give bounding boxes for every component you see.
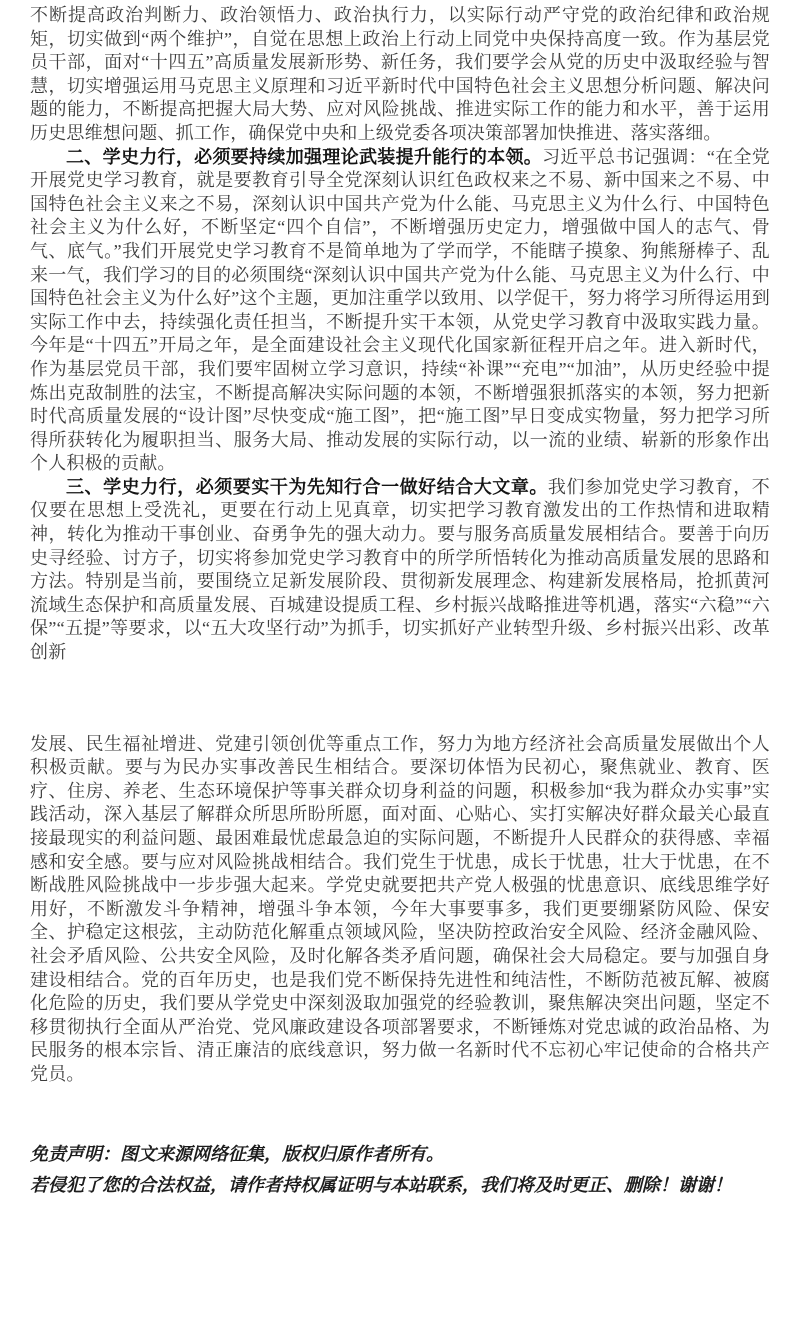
paragraph-text: 发展、民生福祉增进、党建引领创优等重点工作，努力为地方经济社会高质量发展做出个人积极贡献。要与为民办实事改善民生相结合。要深切体悟为民初心，聚焦就业、教育、医疗、住房、养老、生态环境保护等事关群众切身利益的问题，积极参加“我为群众办实事”实践活动，深入基层了解群众所思所盼所愿，面对面、心贴心、实打实解决好群众最关心最直接最现实的利益问题、最困难最忧虑最急迫的实际问题，不断提升人民群众的获得感、幸福感和安全感。要与应对风险挑战相结合。我们党生于忧患，成长于忧患，壮大于忧患，在不断战胜风险挑战中一步步强大起来。学党史就要把共产党人极强的忧患意识、底线思维学好用好，不断激发斗争精神，增强斗争本领，今年大事要事多，我们更要绷紧防风险、保安全、护稳定这根弦，主动防范化解重点领域风险，坚决防控政治安全风险、经济金融风险、社会矛盾风险、公共安全风险，及时化解各类矛盾问题，确保社会大局稳定。要与加强自身建设相结合。党的百年历史，也是我们党不断保持先进性和纯洁性，不断防范被瓦解、被腐化危险的历史，我们要从学党史中深刻汲取加强党的经验教训，聚焦解决突出问题，坚定不移贯彻执行全面从严治党、党风廉政建设各项部署要求，不断锤炼对党忠诚的政治品格、为民服务的根本宗旨、清正廉洁的底线意识，努力做一名新时代不忘初心牢记使命的合格共产党员。 xyxy=(30,733,770,1084)
paragraph-continuation-top xyxy=(30,4,770,146)
disclaimer-line-2: 若侵犯了您的合法权益，请作者持权属证明与本站联系，我们将及时更正、删除！谢谢！ xyxy=(30,1174,732,1195)
pre-disclaimer-gap xyxy=(30,1087,770,1139)
disclaimer-line-1: 免责声明：图文来源网络征集，版权归原作者所有。 xyxy=(30,1143,444,1164)
section-2-heading: 二、学史力行，必须要持续加强理论武装提升能行的本领。 xyxy=(66,146,543,167)
article-body xyxy=(30,4,770,1087)
paragraph-section-3 xyxy=(30,476,770,665)
paragraph-text: 习近平总书记强调：“在全党开展党史学习教育，就是要教育引导全党深刻认识红色政权来之不易、新中国来之不易、中国特色社会主义来之不易，深刻认识中国共产党为什么能、马克思主义为什么行、中国特色社会主义为什么好，不断坚定“四个自信”，不断增强历史定力，增强做中国人的志气、骨气、底气。”我们开展党史学习教育不是简单地为了学而学，不能瞎子摸象、狗熊掰棒子、乱来一气，我们学习的目的必须围绕“深刻认识中国共产党为什么能、马克思主义为什么行、中国特色社会主义为什么好”这个主题，更加注重学以致用、以学促干，努力将学习所得运用到实际工作中去，持续强化责任担当，不断提升实干本领，从党史学习教育中汲取实践力量。今年是“十四五”开局之年，是全面建设社会主义现代化国家新征程开启之年。进入新时代，作为基层党员干部，我们要牢固树立学习意识，持续“补课”“充电”“加油”，从历史经验中提炼出克敌制胜的法宝，不断提高解决实际问题的本领，不断增强狠抓落实的本领，努力把新时代高质量发展的“设计图”尽快变成“施工图”，把“施工图”早日变成实物量，努力把学习所得所获转化为履职担当、服务大局、推动发展的实际行动，以一流的业绩、崭新的形象作出个人积极的贡献。 xyxy=(30,146,770,474)
paragraph-text: 我们参加党史学习教育，不仅要在思想上受洗礼，更要在行动上见真章，切实把学习教育激发出的工作热情和进取精神，转化为推动干事创业、奋勇争先的强大动力。要与服务高质量发展相结合。要善于向历史寻经验、讨方子，切实将参加党史学习教育中的所学所悟转化为推动高质量发展的思路和方法。特别是当前，要围绕立足新发展阶段、贯彻新发展理念、构建新发展格局，抢抓黄河流域生态保护和高质量发展、百城建设提质工程、乡村振兴战略推进等机遇，落实“六稳”“六保”“五提”等要求，以“五大攻坚行动”为抓手，切实抓好产业转型升级、乡村振兴出彩、改革创新 xyxy=(30,476,770,663)
section-3-heading: 三、学史力行，必须要实干为先知行合一做好结合大文章。 xyxy=(66,476,548,497)
paragraph-section-2 xyxy=(30,146,770,476)
page-break-gap xyxy=(30,665,770,733)
paragraph-text: 不断提高政治判断力、政治领悟力、政治执行力，以实际行动严守党的政治纪律和政治规矩，切实做到“两个维护”，自觉在思想上政治上行动上同党中央保持高度一致。作为基层党员干部，面对“十四五”高质量发展新形势、新任务，我们要学会从党的历史中汲取经验与智慧，切实增强运用马克思主义原理和习近平新时代中国特色社会主义思想分析问题、解决问题的能力，不断提高把握大局大势、应对风险挑战、推进实际工作的能力和水平，善于运用历史思维想问题、抓工作，确保党中央和上级党委各项决策部署加快推进、落实落细。 xyxy=(30,5,770,143)
paragraph-section-3-continued xyxy=(30,733,770,1087)
disclaimer xyxy=(30,1139,770,1201)
